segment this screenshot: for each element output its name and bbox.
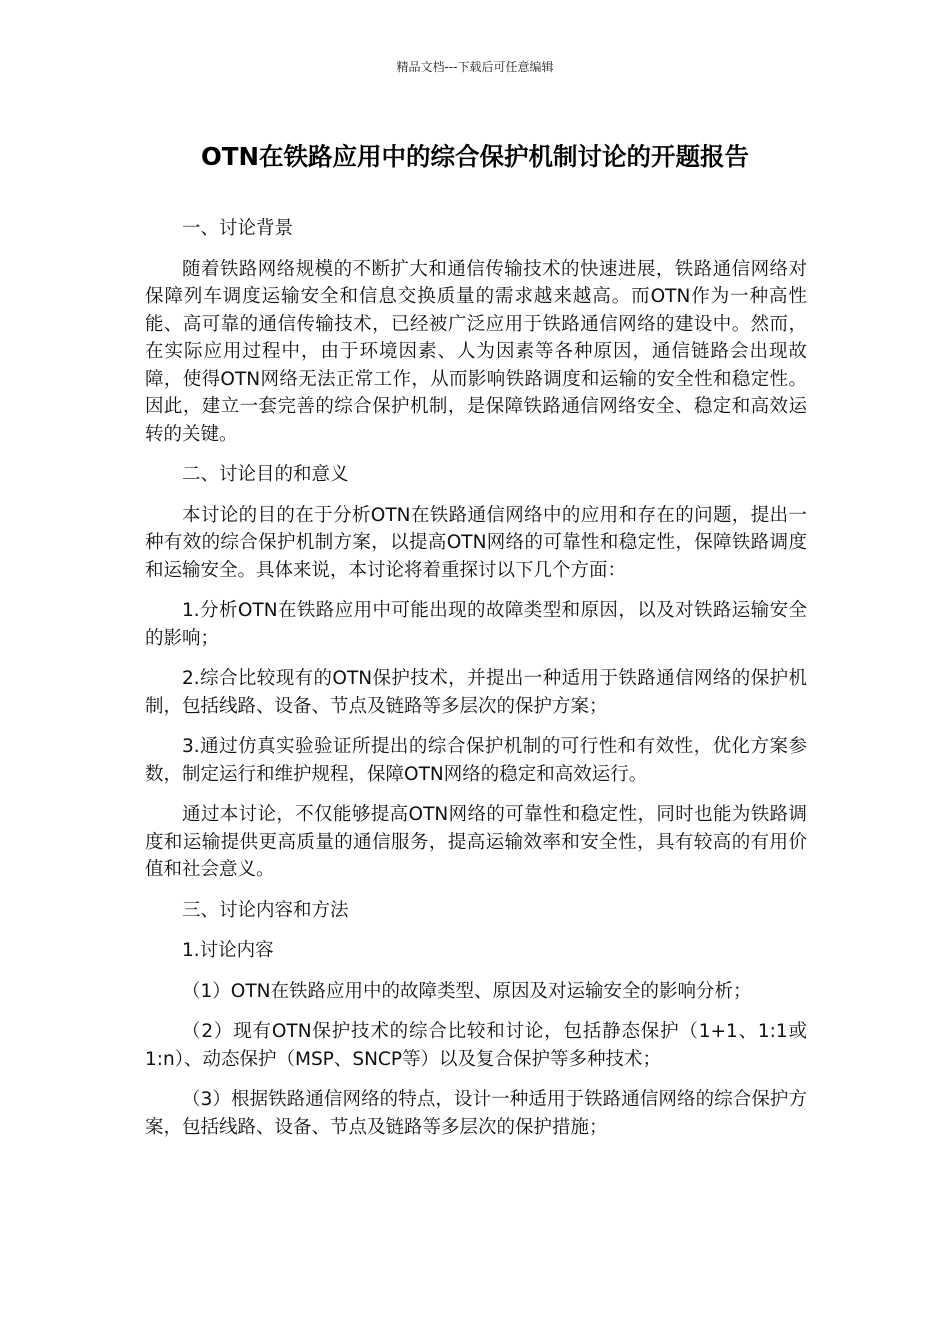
list-item-purpose-1: 1.分析OTN在铁路应用中可能出现的故障类型和原因，以及对铁路运输安全的影响； [145, 600, 807, 649]
page-header: 精品文档---下载后可任意编辑 [396, 60, 554, 74]
paragraph-significance: 通过本讨论，不仅能够提高OTN网络的可靠性和稳定性，同时也能为铁路调度和运输提供更高质量的通信服务，提高运输效率和安全性，具有较高的有用价值和社会意义。 [145, 804, 807, 880]
document-title: OTN在铁路应用中的综合保护机制讨论的开题报告 [200, 142, 750, 171]
list-item-content-2: （2）现有OTN保护技术的综合比较和讨论，包括静态保护（1+1、1:1或1:n）、动态保护（MSP、SNCP等）以及复合保护等多种技术； [145, 1021, 807, 1070]
paragraph-purpose: 本讨论的目的在于分析OTN在铁路通信网络中的应用和存在的问题，提出一种有效的综合保护机制方案，以提高OTN网络的可靠性和稳定性，保障铁路调度和运输安全。具体来说，本讨论将着重探讨以下几个方面： [145, 504, 807, 581]
section-heading-purpose: 二、讨论目的和意义 [182, 464, 349, 485]
list-item-purpose-3: 3.通过仿真实验验证所提出的综合保护机制的可行性和有效性，优化方案参数，制定运行和维护规程，保障OTN网络的稳定和高效运行。 [145, 736, 807, 785]
list-item-content-3: （3）根据铁路通信网络的特点，设计一种适用于铁路通信网络的综合保护方案，包括线路、设备、节点及链路等多层次的保护措施； [145, 1089, 807, 1138]
list-item-purpose-2: 2.综合比较现有的OTN保护技术，并提出一种适用于铁路通信网络的保护机制，包括线路、设备、节点及链路等多层次的保护方案； [145, 668, 807, 717]
section-heading-content-method: 三、讨论内容和方法 [182, 899, 349, 921]
document-body [145, 215, 807, 1154]
list-item-content-1: （1）OTN在铁路应用中的故障类型、原因及对运输安全的影响分析； [182, 980, 752, 1002]
section-heading-background: 一、讨论背景 [182, 218, 294, 239]
subheading-content: 1.讨论内容 [182, 940, 274, 961]
paragraph-background: 随着铁路网络规模的不断扩大和通信传输技术的快速进展，铁路通信网络对保障列车调度运输安全和信息交换质量的需求越来越高。而OTN作为一种高性能、高可靠的通信传输技术，已经被广泛应用于铁路通信网络的建设中。然而，在实际应用过程中，由于环境因素、人为因素等各种原因，通信链路会出现故障，使得OTN网络无法正常工作，从而影响铁路调度和运输的安全性和稳定性。因此，建立一套完善的综合保护机制，是保障铁路通信网络安全、稳定和高效运转的关键。 [145, 258, 807, 445]
